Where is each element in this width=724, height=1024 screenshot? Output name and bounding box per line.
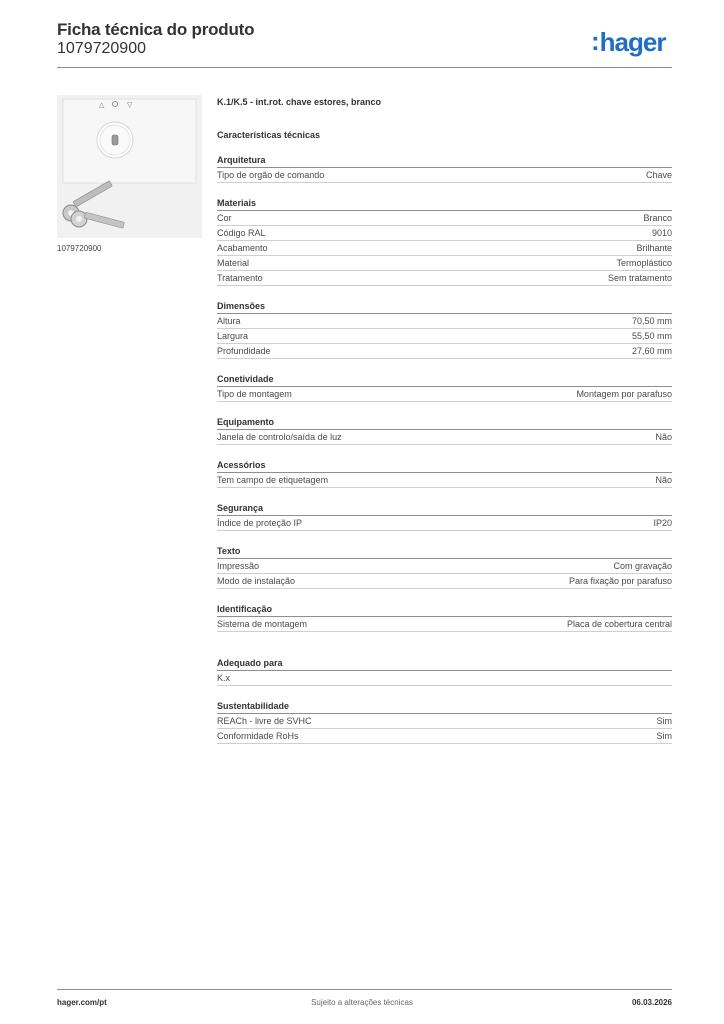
spec-row [217,574,672,589]
section-title: Segurança [217,501,672,516]
spec-label: K.x [217,673,231,683]
section-materiais [217,196,672,286]
spec-value: Termoplástico [616,258,672,268]
spec-value: Brilhante [636,243,672,253]
page-title: Ficha técnica do produto [57,20,255,39]
spec-value: 55,50 mm [631,331,672,341]
spec-value: 9010 [651,228,672,238]
arrow-down-icon: ▽ [127,101,133,109]
section-title: Dimensões [217,299,672,314]
section-conetividade [217,372,672,402]
spec-value: 27,60 mm [631,346,672,356]
spec-value: 70,50 mm [631,316,672,326]
section-adequado-para [217,656,672,686]
hager-logo [591,27,665,58]
spec-row [217,430,672,445]
spec-label: Conformidade RoHs [217,731,299,741]
spec-label: Impressão [217,561,260,571]
spec-value: Sim [656,731,672,741]
lock-cylinder-icon [112,135,118,145]
product-illustration [57,95,202,238]
section-seguranca [217,501,672,531]
spec-row [217,671,672,686]
spec-label: Material [217,258,250,268]
spec-value: Com gravação [613,561,672,571]
spec-value: Para fixação por parafuso [568,576,672,586]
spec-value: Sim [656,716,672,726]
arrow-up-icon: △ [99,101,105,109]
spec-label: Tem campo de etiquetagem [217,475,329,485]
spec-row [217,241,672,256]
section-acessorios [217,458,672,488]
spec-label: REACh - livre de SVHC [217,716,312,726]
spec-row [217,329,672,344]
spec-row [217,168,672,183]
spec-value: Branco [643,213,672,223]
section-sustentabilidade [217,699,672,744]
spec-value: Placa de cobertura central [566,619,672,629]
spec-label: Sistema de montagem [217,619,308,629]
section-title: Sustentabilidade [217,699,672,714]
section-title: Equipamento [217,415,672,430]
spec-row [217,256,672,271]
product-number: 1079720900 [57,40,146,57]
spec-label: Profundidade [217,346,271,356]
logo-wordmark: hager [599,27,666,57]
spec-label: Tipo de orgão de comando [217,170,325,180]
spec-value: Não [655,475,672,485]
spec-row [217,729,672,744]
spec-label: Largura [217,331,249,341]
spec-row [217,226,672,241]
spec-row [217,314,672,329]
spec-row [217,211,672,226]
spec-value: Não [655,432,672,442]
section-dimensoes [217,299,672,359]
section-equipamento [217,415,672,445]
header-divider [57,67,672,68]
spec-row [217,617,672,632]
section-title: Texto [217,544,672,559]
section-arquitetura [217,153,672,183]
spec-row [217,473,672,488]
spec-label: Índice de proteção IP [217,518,303,528]
footer-url[interactable]: hager.com/pt [57,998,107,1007]
technical-characteristics-title: Características técnicas [217,130,321,140]
spec-row [217,387,672,402]
section-title: Adequado para [217,656,672,671]
spec-row [217,559,672,574]
spec-label: Código RAL [217,228,266,238]
section-title: Acessórios [217,458,672,473]
spec-row [217,271,672,286]
section-title: Materiais [217,196,672,211]
section-title: Arquitetura [217,153,672,168]
section-title: Conetividade [217,372,672,387]
spec-label: Modo de instalação [217,576,296,586]
spec-row [217,714,672,729]
spec-label: Acabamento [217,243,268,253]
product-image [57,95,202,238]
logo-colon-mark: : [591,26,599,56]
spec-label: Tratamento [217,273,263,283]
spec-value: Sem tratamento [607,273,672,283]
spec-row [217,344,672,359]
section-title: Identificação [217,602,672,617]
footer-divider [57,989,672,990]
spec-value: IP20 [653,518,672,528]
spec-row [217,516,672,531]
spec-label: Tipo de montagem [217,389,292,399]
section-identificacao [217,602,672,632]
spec-label: Altura [217,316,241,326]
footer-date: 06.03.2026 [631,998,672,1007]
spec-value: Montagem por parafuso [576,389,672,399]
footer-notice: Sujeito a alterações técnicas [311,998,413,1007]
image-caption: 1079720900 [57,244,102,253]
spec-label: Cor [217,213,232,223]
spec-content [217,95,672,744]
section-texto [217,544,672,589]
spec-label: Janela de controlo/saída de luz [217,432,342,442]
product-name: K.1/K.5 - int.rot. chave estores, branco [217,97,382,107]
keys-icon [63,181,124,228]
spec-value: Chave [645,170,672,180]
